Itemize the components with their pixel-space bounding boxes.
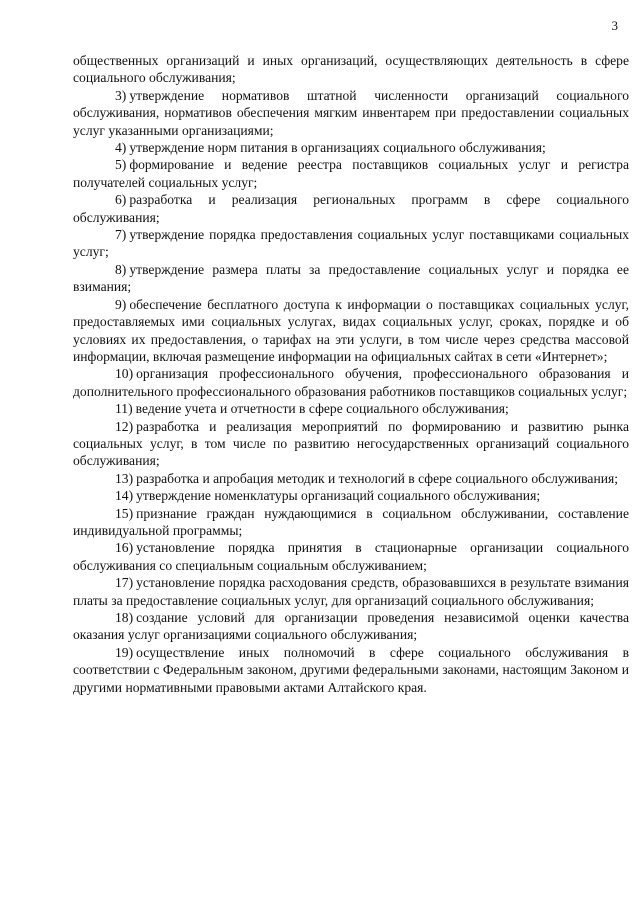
- item-text: утверждение номенклатуры организаций социального обслуживания;: [136, 488, 541, 504]
- item-number: 9): [115, 296, 127, 312]
- list-item: [73, 156, 629, 191]
- item-number: 16): [115, 540, 134, 556]
- intro-paragraph: общественных организаций и иных организаций, осуществляющих деятельность в сфере социального обслуживания;: [73, 53, 629, 86]
- item-number: 17): [115, 575, 134, 591]
- item-number: 13): [115, 470, 134, 486]
- item-text: организация профессионального обучения, профессионального образования и дополнительного профессионального образования работников поставщиков социальных услуг;: [73, 366, 629, 399]
- item-number: 7): [115, 227, 127, 243]
- item-number: 10): [115, 366, 134, 382]
- list-item: [73, 505, 629, 540]
- list-item: [73, 539, 629, 574]
- list-item: [73, 191, 629, 226]
- item-number: 3): [115, 87, 127, 103]
- item-number: 6): [115, 192, 127, 208]
- list-item: [73, 418, 629, 470]
- list-item: [73, 400, 629, 417]
- document-body: [73, 52, 629, 696]
- item-text: разработка и реализация региональных программ в сфере социального обслуживания;: [73, 192, 629, 225]
- page-number: 3: [611, 18, 618, 33]
- item-number: 14): [115, 488, 134, 504]
- list-item: [73, 644, 629, 696]
- item-text: утверждение нормативов штатной численности организаций социального обслуживания, нормативов обеспечения мягким инвентарем при предоставлении социальных услуг указанными организациями;: [73, 87, 629, 138]
- list-item: [73, 574, 629, 609]
- item-number: 19): [115, 644, 134, 660]
- list-item: [73, 609, 629, 644]
- list-item: [73, 470, 629, 487]
- item-text: создание условий для организации проведения независимой оценки качества оказания услуг организациями социального обслуживания;: [73, 610, 629, 643]
- list-item: [73, 365, 629, 400]
- item-number: 8): [115, 261, 127, 277]
- item-number: 15): [115, 505, 134, 521]
- item-text: установление порядка принятия в стационарные организации социального обслуживания со специальным социальным обслуживанием;: [73, 540, 629, 573]
- item-text: ведение учета и отчетности в сфере социального обслуживания;: [135, 401, 509, 417]
- item-text: обеспечение бесплатного доступа к информации о поставщиках социальных услуг, предоставляемых ими социальных услугах, видах социальных услуг, сроках, порядке и об условиях их предоставления, о тарифах на эти услуги, в том числе через средства массовой информации, включая размещение информации на официальных сайтах в сети «Интернет»;: [73, 296, 629, 364]
- item-number: 4): [115, 140, 127, 156]
- item-text: разработка и апробация методик и технологий в сфере социального обслуживания;: [136, 470, 619, 486]
- list-item: [73, 296, 629, 366]
- item-number: 18): [115, 610, 134, 625]
- item-number: 12): [115, 418, 134, 434]
- item-text: осуществление иных полномочий в сфере социального обслуживания в соответствии с Федеральным законом, другими федеральными законами, настоящим Законом и другими нормативными правовыми актами Алтайского края.: [73, 644, 629, 695]
- item-text: утверждение норм питания в организациях социального обслуживания;: [129, 140, 546, 156]
- item-text: установление порядка расходования средств, образовавшихся в результате взимания платы за предоставление социальных услуг, для организаций социального обслуживания;: [73, 575, 629, 608]
- item-text: утверждение размера платы за предоставление социальных услуг и порядка ее взимания;: [73, 261, 629, 295]
- item-text: разработка и реализация мероприятий по формированию и развитию рынка социальных услуг, в том числе по развитию негосударственных организаций социального обслуживания;: [73, 418, 629, 469]
- list-item: [73, 487, 629, 504]
- list-item: [73, 261, 629, 296]
- list-item: [73, 87, 629, 139]
- list-item: [73, 226, 629, 261]
- list-item: [73, 139, 629, 156]
- item-text: утверждение порядка предоставления социальных услуг поставщиками социальных услуг;: [73, 227, 629, 260]
- item-text: формирование и ведение реестра поставщиков социальных услуг и регистра получателей социальных услуг;: [73, 157, 629, 190]
- item-number: 5): [115, 157, 127, 173]
- item-number: 11): [115, 401, 133, 417]
- item-text: признание граждан нуждающимися в социальном обслуживании, составление индивидуальной программы;: [73, 505, 629, 538]
